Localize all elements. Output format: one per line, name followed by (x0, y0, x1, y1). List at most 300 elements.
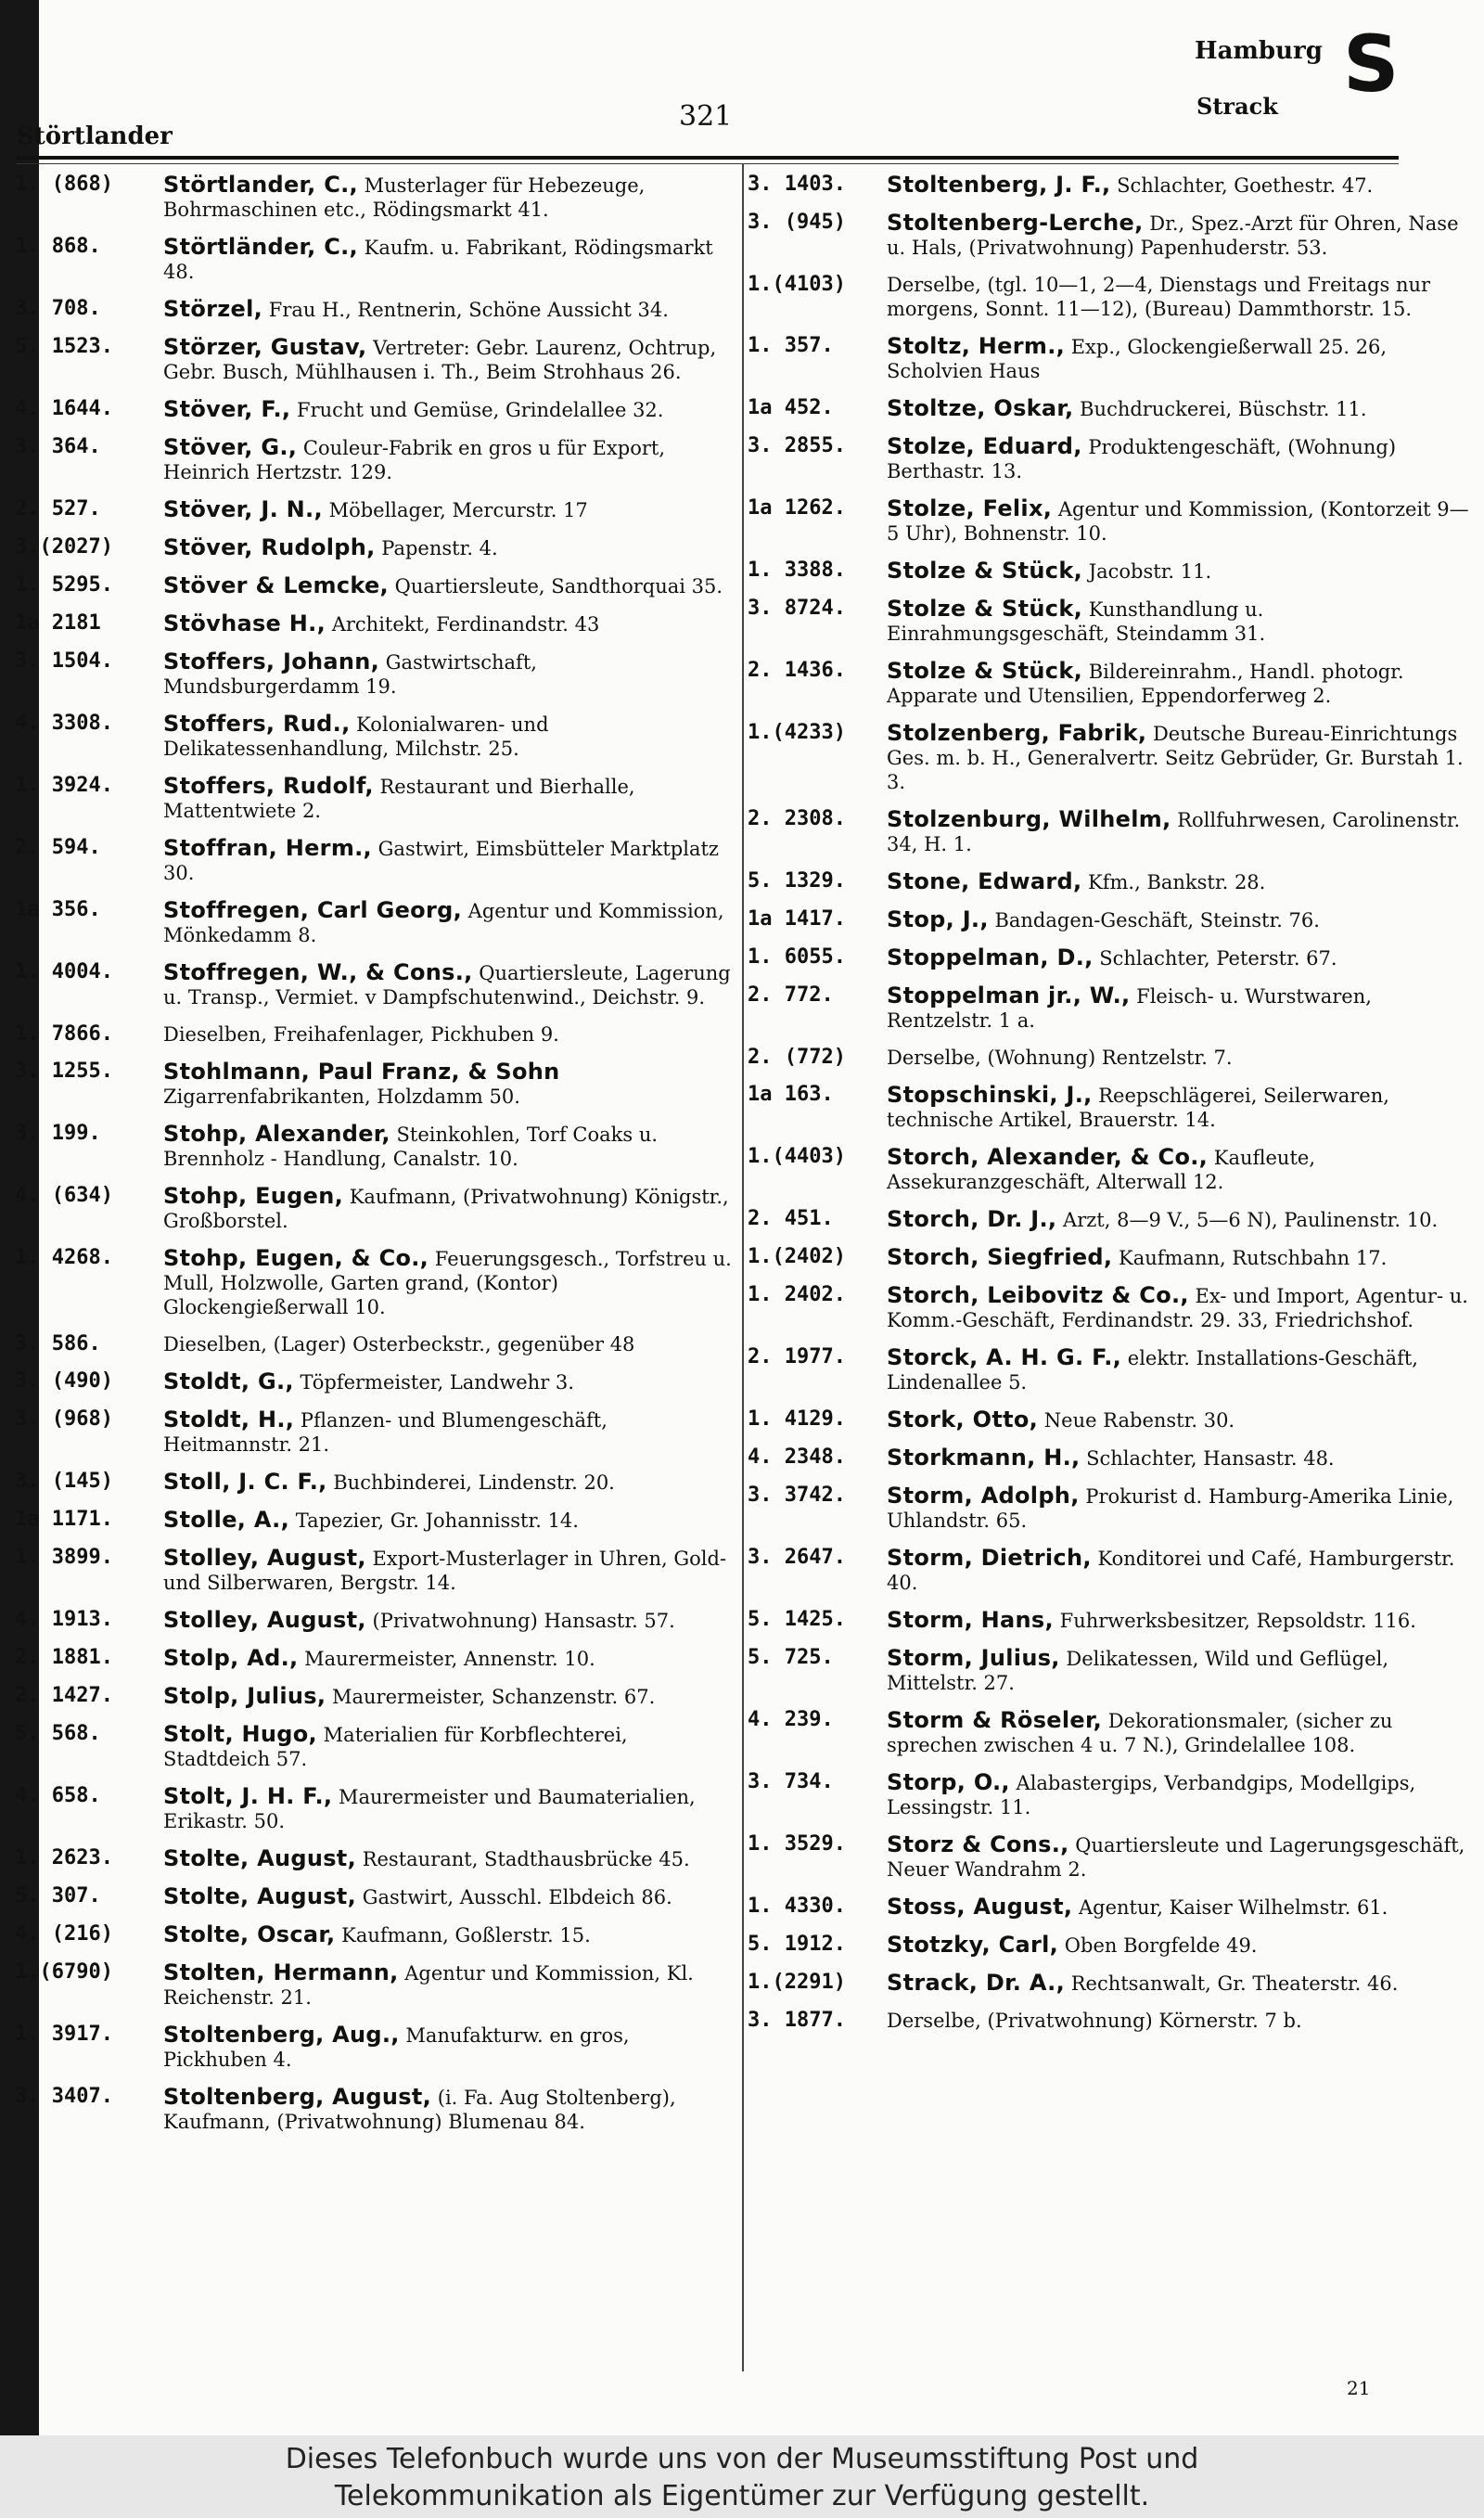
entry-name: Stoffregen, Carl Georg, (163, 897, 462, 923)
entry-name: Stohp, Alexander, (163, 1121, 390, 1147)
entry-name: Stolze & Stück, (887, 596, 1083, 622)
entry-phone-number: 3. 1403. (748, 173, 846, 196)
entry-phone-number: 1a 356. (15, 898, 101, 921)
entry-phone-number: 1.(2291) (748, 1971, 846, 1994)
directory-entry (15, 1684, 735, 1709)
entry-body (163, 535, 735, 560)
entry-details: Derselbe, (Wohnung) Rentzelstr. 7. (887, 1047, 1233, 1069)
entry-phone-number: 1. 6055. (748, 945, 846, 969)
entry-details: (Privatwohnung) Hansastr. 57. (372, 1610, 675, 1632)
directory-entry (15, 1960, 735, 2010)
directory-entry (748, 1895, 1473, 1920)
entry-name: Stone, Edward, (887, 868, 1082, 894)
entry-name: Störtländer, C., (163, 234, 358, 260)
entry-phone-number: 1. 7866. (15, 1022, 113, 1046)
entry-body (887, 1083, 1473, 1132)
entry-details: Bandagen-Geschäft, Steinstr. 76. (994, 909, 1320, 931)
entry-phone-number: 1a 1262. (748, 496, 846, 520)
entry-phone-number: 5. 1329. (748, 869, 846, 893)
directory-entry (15, 898, 735, 947)
entry-body (887, 1933, 1473, 1958)
entry-details: Pflanzen- und Blumengeschäft, Heitmannstr. 21. (163, 1409, 608, 1456)
entry-body (163, 1784, 735, 1833)
directory-entry (748, 1546, 1473, 1595)
entry-details: Alabastergips, Verbandgips, Modellgips, Lessingstr. 11. (887, 1772, 1416, 1818)
entry-body (887, 659, 1473, 708)
directory-entry (748, 869, 1473, 894)
entry-phone-number: 1. 4268. (15, 1246, 113, 1269)
entry-body (163, 397, 735, 422)
entry-phone-number: 2. 1427. (15, 1684, 113, 1707)
entry-name: Stolp, Ad., (163, 1645, 299, 1671)
entry-name: Stolzenberg, Fabrik, (887, 720, 1147, 746)
directory-entry (748, 1708, 1473, 1757)
directory-entry (15, 2023, 735, 2072)
entry-name: Stöver, F., (163, 396, 291, 422)
entry-body (163, 960, 735, 1009)
entry-name: Stohp, Eugen, & Co., (163, 1245, 429, 1271)
entry-phone-number: 1a 1417. (748, 907, 846, 931)
directory-entry (748, 659, 1473, 708)
entry-phone-number: 1. 5295. (15, 573, 113, 597)
entry-body (887, 396, 1473, 421)
entry-name: Stöver, Rudolph, (163, 534, 376, 560)
entry-body (887, 907, 1473, 932)
entry-body (887, 1445, 1473, 1471)
entry-name: Storm, Julius, (887, 1645, 1060, 1671)
header-rule-thin (17, 163, 1399, 164)
page-number: 321 (679, 100, 733, 133)
entry-name: Stolte, August, (163, 1845, 356, 1871)
entry-body (887, 1708, 1473, 1757)
entry-body (163, 1246, 735, 1319)
directory-entry (15, 1722, 735, 1771)
entry-name: Storch, Leibovitz & Co., (887, 1282, 1189, 1308)
entry-details: Ex- und Import, Agentur- u. Komm.-Geschäft, Ferdinandstr. 29. 33, Friedrichshof. (887, 1285, 1468, 1331)
entry-phone-number: 3. 8724. (748, 597, 846, 620)
entry-body (163, 2023, 735, 2072)
entry-name: Stolt, J. H. F., (163, 1783, 333, 1809)
entry-details: Bildereinrahm., Handl. photogr. Apparate und Utensilien, Eppendorferweg 2. (887, 661, 1404, 707)
entry-details: Kolonialwaren- und Delikatessenhandlung, Milchstr. 25. (163, 713, 549, 760)
entry-body (163, 1884, 735, 1909)
entry-phone-number: 3. (490) (15, 1369, 113, 1393)
entry-body (887, 434, 1473, 483)
entry-body (163, 649, 735, 699)
entry-phone-number: 1. 3917. (15, 2023, 113, 2046)
entry-phone-number: 1a 163. (748, 1083, 834, 1106)
section-letter: S (1343, 19, 1400, 109)
entry-body (887, 1283, 1473, 1332)
entry-name: Storch, Siegfried, (887, 1244, 1113, 1270)
entry-phone-number: 2. 527. (15, 497, 101, 520)
entry-details: Gastwirt, Ausschl. Elbdeich 86. (362, 1886, 672, 1908)
page-marker: 21 (1347, 2377, 1371, 2399)
entry-details: Restaurant, Stadthausbrücke 45. (362, 1848, 690, 1870)
entry-phone-number: 1. 3924. (15, 774, 113, 797)
directory-entry (748, 1245, 1473, 1270)
directory-entry (15, 1369, 735, 1394)
entry-body (163, 1922, 735, 1947)
entry-phone-number: 4. 658. (15, 1784, 101, 1807)
entry-phone-number: 3. 3407. (15, 2085, 113, 2108)
entry-details: Zigarrenfabrikanten, Holzdamm 50. (163, 1086, 520, 1108)
entry-phone-number: 5. 307. (15, 1884, 101, 1908)
directory-entry (15, 1246, 735, 1319)
entry-body (887, 983, 1473, 1033)
directory-entry (15, 1546, 735, 1595)
entry-name: Storm, Hans, (887, 1607, 1054, 1633)
entry-details: Manufakturw. en gros, Pickhuben 4. (163, 2024, 630, 2071)
entry-phone-number: 5. 725. (748, 1646, 834, 1669)
entry-body (163, 1684, 735, 1709)
directory-entry (15, 1332, 735, 1356)
entry-name: Storp, O., (887, 1769, 1010, 1795)
entry-body (887, 2009, 1473, 2033)
entry-details: Maurermeister, Annenstr. 10. (304, 1648, 595, 1670)
entry-body (163, 497, 735, 522)
entry-name: Stolte, Oscar, (163, 1921, 336, 1947)
entry-name: Störzel, (163, 296, 263, 322)
entry-name: Stöver & Lemcke, (163, 572, 389, 598)
entry-name: Stoltenberg, August, (163, 2084, 432, 2110)
entry-name: Stoffran, Herm., (163, 835, 372, 861)
directory-entry (748, 434, 1473, 483)
entry-phone-number: 2. 1977. (748, 1345, 846, 1368)
entry-body (163, 297, 735, 322)
entry-details: Kaufmann, (Privatwohnung) Königstr., Großborstel. (163, 1186, 729, 1232)
entry-details: Schlachter, Peterstr. 67. (1099, 947, 1337, 970)
entry-name: Stöver, J. N., (163, 496, 323, 522)
entry-details: Kaufmann, Rutschbahn 17. (1119, 1247, 1388, 1269)
entry-name: Stolzenburg, Wilhelm, (887, 806, 1171, 832)
entry-body (163, 774, 735, 823)
entry-details: Produktengeschäft, (Wohnung) Berthastr. 13. (887, 436, 1397, 482)
entry-details: Quartiersleute und Lagerungsgeschäft, Neuer Wandrahm 2. (887, 1834, 1465, 1881)
directory-entry (15, 173, 735, 222)
entry-phone-number: 1a 452. (748, 396, 834, 419)
entry-body (163, 611, 735, 636)
entry-name: Stoffers, Rudolf, (163, 773, 374, 799)
entry-name: Stoltz, Herm., (887, 333, 1066, 359)
entry-phone-number: 1. 3899. (15, 1546, 113, 1569)
directory-entry (748, 1484, 1473, 1533)
directory-entry (15, 573, 735, 598)
entry-body (163, 1608, 735, 1633)
entry-body (887, 1207, 1473, 1232)
entry-body (163, 1508, 735, 1533)
directory-entry (748, 945, 1473, 970)
entry-details: Kaufmann, Goßlerstr. 15. (341, 1924, 591, 1946)
directory-entry (748, 396, 1473, 421)
entry-details: Steinkohlen, Torf Coaks u. Brennholz - Handlung, Canalstr. 10. (163, 1124, 659, 1170)
entry-phone-number: 1. 3529. (748, 1832, 846, 1856)
entry-details: Delikatessen, Wild und Geflügel, Mittelstr. 27. (887, 1648, 1389, 1694)
entry-details: Dieselben, Freihafenlager, Pickhuben 9. (163, 1023, 559, 1046)
entry-details: Kaufm. u. Fabrikant, Rödingsmarkt 48. (163, 237, 713, 283)
entry-phone-number: 1. 4129. (748, 1407, 846, 1431)
entry-name: Stoll, J. C. F., (163, 1469, 327, 1495)
entry-name: Stoltenberg, Aug., (163, 2022, 400, 2048)
directory-entry (748, 1083, 1473, 1132)
entry-body (163, 1022, 735, 1047)
entry-name: Stolte, August, (163, 1883, 356, 1909)
entry-details: Quartiersleute, Sandthorquai 35. (394, 575, 723, 597)
entry-details: Maurermeister und Baumaterialien, Erikastr. 50. (163, 1786, 696, 1832)
entry-name: Störtlander, C., (163, 172, 358, 198)
entry-details: Dieselben, (Lager) Osterbeckstr., gegenüber 48 (163, 1333, 635, 1355)
entry-details: Schlachter, Hansastr. 48. (1086, 1447, 1335, 1470)
entry-body (163, 1646, 735, 1671)
entry-name: Stohp, Eugen, (163, 1183, 344, 1209)
directory-entry (748, 807, 1473, 856)
column-divider (742, 163, 744, 2371)
entry-name: Storch, Dr. J., (887, 1206, 1057, 1232)
entry-name: Stoss, August, (887, 1894, 1073, 1920)
entry-phone-number: 4. 1644. (15, 397, 113, 420)
entry-details: Frucht und Gemüse, Grindelallee 32. (297, 399, 664, 421)
directory-entry (748, 334, 1473, 383)
entry-name: Stopschinski, J., (887, 1082, 1093, 1108)
entry-phone-number: 5. 1523. (15, 335, 113, 358)
entry-phone-number: 5. 1425. (748, 1608, 846, 1631)
directory-entry (748, 559, 1473, 584)
entry-name: Storck, A. H. G. F., (887, 1344, 1122, 1370)
entry-details: Prokurist d. Hamburg-Amerika Linie, Uhlandstr. 65. (887, 1485, 1454, 1532)
directory-entry (15, 1060, 735, 1109)
directory-entry (15, 397, 735, 422)
directory-entry (748, 1046, 1473, 1070)
entry-phone-number: 3. 734. (748, 1770, 834, 1793)
directory-entry (15, 1922, 735, 1947)
entry-phone-number: 3. 2647. (748, 1546, 846, 1569)
entry-phone-number: 1.(4403) (748, 1145, 846, 1168)
entry-body (163, 1332, 735, 1356)
entry-phone-number: 2. 451. (748, 1207, 834, 1230)
entry-name: Stoltze, Oskar, (887, 395, 1074, 421)
directory-entry (748, 1770, 1473, 1819)
entry-body (887, 1971, 1473, 1996)
entry-name: Stolt, Hugo, (163, 1721, 317, 1747)
entry-body (163, 1470, 735, 1495)
entry-phone-number: 1. 4330. (748, 1895, 846, 1918)
entry-name: Störzer, Gustav, (163, 334, 367, 360)
entry-phone-number: 3. 1504. (15, 649, 113, 673)
entry-phone-number: 3. 1877. (748, 2009, 846, 2032)
entry-name: Stork, Otto, (887, 1407, 1039, 1432)
entry-name: Stolze, Eduard, (887, 433, 1082, 459)
entry-details: Materialien für Korbflechterei, Stadtdeich 57. (163, 1724, 628, 1770)
entry-details: Gastwirtschaft, Mundsburgerdamm 19. (163, 651, 537, 698)
entry-details: Rollfuhrwesen, Carolinenstr. 34, H. 1. (887, 809, 1461, 855)
entry-details: Reepschlägerei, Seilerwaren, technische Artikel, Brauerstr. 14. (887, 1085, 1389, 1131)
entry-body (163, 1369, 735, 1394)
entry-phone-number: 4. (216) (15, 1922, 113, 1946)
entry-body (887, 1608, 1473, 1633)
entry-phone-number: 1.(2402) (748, 1245, 846, 1268)
entry-details: Frau H., Rentnerin, Schöne Aussicht 34. (268, 299, 669, 321)
entry-phone-number: 2. 772. (748, 983, 834, 1007)
directory-entry (748, 211, 1473, 260)
entry-phone-number: 1. 2402. (748, 1283, 846, 1306)
entry-details: Buchbinderei, Lindenstr. 20. (333, 1471, 615, 1494)
entry-body (887, 1484, 1473, 1533)
entry-body (163, 712, 735, 761)
entry-name: Storm, Dietrich, (887, 1545, 1092, 1571)
entry-name: Stoppelman, D., (887, 944, 1094, 970)
entry-body (887, 1145, 1473, 1194)
entry-body (163, 1960, 735, 2010)
entry-phone-number: 4. 2348. (748, 1445, 846, 1469)
entry-body (163, 1407, 735, 1457)
entry-phone-number: 5. 1912. (748, 1933, 846, 1956)
entry-details: Vertreter: Gebr. Laurenz, Ochtrup, Gebr. Busch, Mühlhausen i. Th., Beim Strohhaus 26. (163, 337, 717, 383)
directory-entry (15, 1122, 735, 1171)
directory-entry (15, 1846, 735, 1871)
entry-phone-number: 2. (772) (748, 1046, 846, 1069)
entry-details: Agentur, Kaiser Wilhelmstr. 61. (1078, 1896, 1388, 1919)
entry-phone-number: 4. 239. (748, 1708, 834, 1731)
directory-entry (15, 335, 735, 384)
entry-name: Stoffers, Rud., (163, 711, 351, 737)
right-running-head: Strack (1196, 93, 1278, 120)
entry-details: Deutsche Bureau-Einrichtungs Ges. m. b. H., Generalvertr. Seitz Gebrüder, Gr. Burstah 1. 3. (887, 723, 1464, 793)
entry-name: Stolze, Felix, (887, 495, 1053, 521)
directory-entry (748, 721, 1473, 794)
directory-entry (748, 1832, 1473, 1882)
entry-name: Storm & Röseler, (887, 1707, 1102, 1733)
entry-body (887, 211, 1473, 260)
entry-details: Gastwirt, Eimsbütteler Marktplatz 30. (163, 838, 719, 884)
directory-entry (748, 1933, 1473, 1958)
entry-body (163, 1184, 735, 1233)
entry-name: Stövhase H., (163, 610, 326, 636)
entry-body (887, 496, 1473, 546)
entry-phone-number: 3. (968) (15, 1407, 113, 1431)
entry-details: elektr. Installations-Geschäft, Lindenallee 5. (887, 1347, 1418, 1394)
entry-name: Stoldt, H., (163, 1407, 295, 1432)
entry-phone-number: 1. 4004. (15, 960, 113, 983)
directory-entry (15, 649, 735, 699)
entry-phone-number: 2. 1881. (15, 1646, 113, 1669)
directory-entry (15, 712, 735, 761)
footer-notice (0, 2435, 1484, 2518)
directory-entry (15, 1784, 735, 1833)
entry-name: Stohlmann, Paul Franz, & Sohn (163, 1059, 560, 1085)
entry-name: Stolle, A., (163, 1507, 290, 1533)
entry-body (163, 1722, 735, 1771)
entry-body (163, 1846, 735, 1871)
entry-name: Storm, Adolph, (887, 1483, 1080, 1509)
entry-name: Stolley, August, (163, 1545, 366, 1571)
directory-entry (15, 774, 735, 823)
entry-details: Fleisch- u. Wurstwaren, Rentzelstr. 1 a. (887, 985, 1372, 1032)
entry-phone-number: 1. 868. (15, 235, 101, 258)
directory-entry (748, 1445, 1473, 1471)
entry-body (887, 1646, 1473, 1695)
directory-entry (15, 960, 735, 1009)
entry-details: Arzt, 8—9 V., 5—6 N), Paulinenstr. 10. (1063, 1209, 1439, 1231)
directory-entry (748, 907, 1473, 932)
entry-body (163, 1122, 735, 1171)
entry-details: Neue Rabenstr. 30. (1043, 1409, 1235, 1432)
entry-body (163, 898, 735, 947)
entry-phone-number: 3. (945) (748, 211, 846, 234)
directory-entry (15, 1508, 735, 1533)
directory-entry (748, 1608, 1473, 1633)
directory-entry (15, 1407, 735, 1457)
directory-entry (15, 497, 735, 522)
entry-phone-number: 1. (868) (15, 173, 113, 196)
entry-body (887, 1407, 1473, 1432)
entry-body (887, 807, 1473, 856)
entry-phone-number: 1.(4233) (748, 721, 846, 744)
entry-details: Kunsthandlung u. Einrahmungsgeschäft, Steindamm 31. (887, 598, 1266, 645)
entry-body (887, 721, 1473, 794)
entry-body (887, 1245, 1473, 1270)
entry-name: Stolten, Hermann, (163, 1959, 399, 1985)
entry-details: Schlachter, Goethestr. 47. (1117, 174, 1374, 197)
entry-details: Tapezier, Gr. Johannisstr. 14. (295, 1510, 579, 1532)
entry-name: Stoltenberg, J. F., (887, 172, 1111, 198)
directory-entry (748, 1345, 1473, 1394)
entry-name: Stolley, August, (163, 1607, 366, 1633)
entry-name: Storz & Cons., (887, 1831, 1069, 1857)
directory-entry (748, 983, 1473, 1033)
entry-body (163, 173, 735, 222)
entry-details: Rechtsanwalt, Gr. Theaterstr. 46. (1070, 1972, 1399, 1995)
entry-details: Architekt, Ferdinandstr. 43 (331, 613, 600, 636)
entry-phone-number: 3.(2027) (15, 535, 113, 559)
entry-phone-number: 1.(4103) (748, 273, 846, 296)
entry-details: Fuhrwerksbesitzer, Repsoldstr. 116. (1059, 1610, 1416, 1632)
entry-name: Stoffregen, W., & Cons., (163, 959, 473, 985)
entry-phone-number: 2. 594. (15, 836, 101, 859)
entry-details: Oben Borgfelde 49. (1064, 1934, 1258, 1957)
entry-name: Strack, Dr. A., (887, 1970, 1066, 1996)
entry-body (887, 1046, 1473, 1070)
directory-entry (15, 836, 735, 885)
entry-name: Stolze & Stück, (887, 558, 1083, 584)
entry-phone-number: 3. 586. (15, 1332, 101, 1355)
entry-name: Stop, J., (887, 906, 989, 932)
entry-body (887, 1770, 1473, 1819)
city-heading: Hamburg (1195, 37, 1323, 65)
entry-phone-number: 3. 1255. (15, 1060, 113, 1083)
entry-name: Stoldt, G., (163, 1368, 294, 1394)
directory-entry (15, 1022, 735, 1047)
entry-name: Stolze & Stück, (887, 658, 1083, 684)
directory-entry (15, 611, 735, 636)
entry-body (163, 235, 735, 284)
directory-entry (15, 1608, 735, 1633)
entry-body (163, 1060, 735, 1109)
entry-phone-number: 3. 364. (15, 435, 101, 458)
right-column (748, 173, 1473, 2046)
entry-phone-number: 1.(6790) (15, 1960, 113, 1984)
entry-details: Agentur und Kommission, (Kontorzeit 9—5 Uhr), Bohnenstr. 10. (887, 498, 1469, 545)
entry-phone-number: 3. 199. (15, 1122, 101, 1145)
entry-body (887, 1345, 1473, 1394)
entry-name: Storkmann, H., (887, 1445, 1081, 1471)
entry-phone-number: 1a 1171. (15, 1508, 113, 1531)
directory-entry (748, 173, 1473, 198)
directory-entry (748, 1207, 1473, 1232)
left-running-head: Störtlander (17, 122, 173, 150)
entry-body (887, 1546, 1473, 1595)
entry-details: Töpfermeister, Landwehr 3. (300, 1371, 574, 1394)
entry-phone-number: 3. (145) (15, 1470, 113, 1493)
